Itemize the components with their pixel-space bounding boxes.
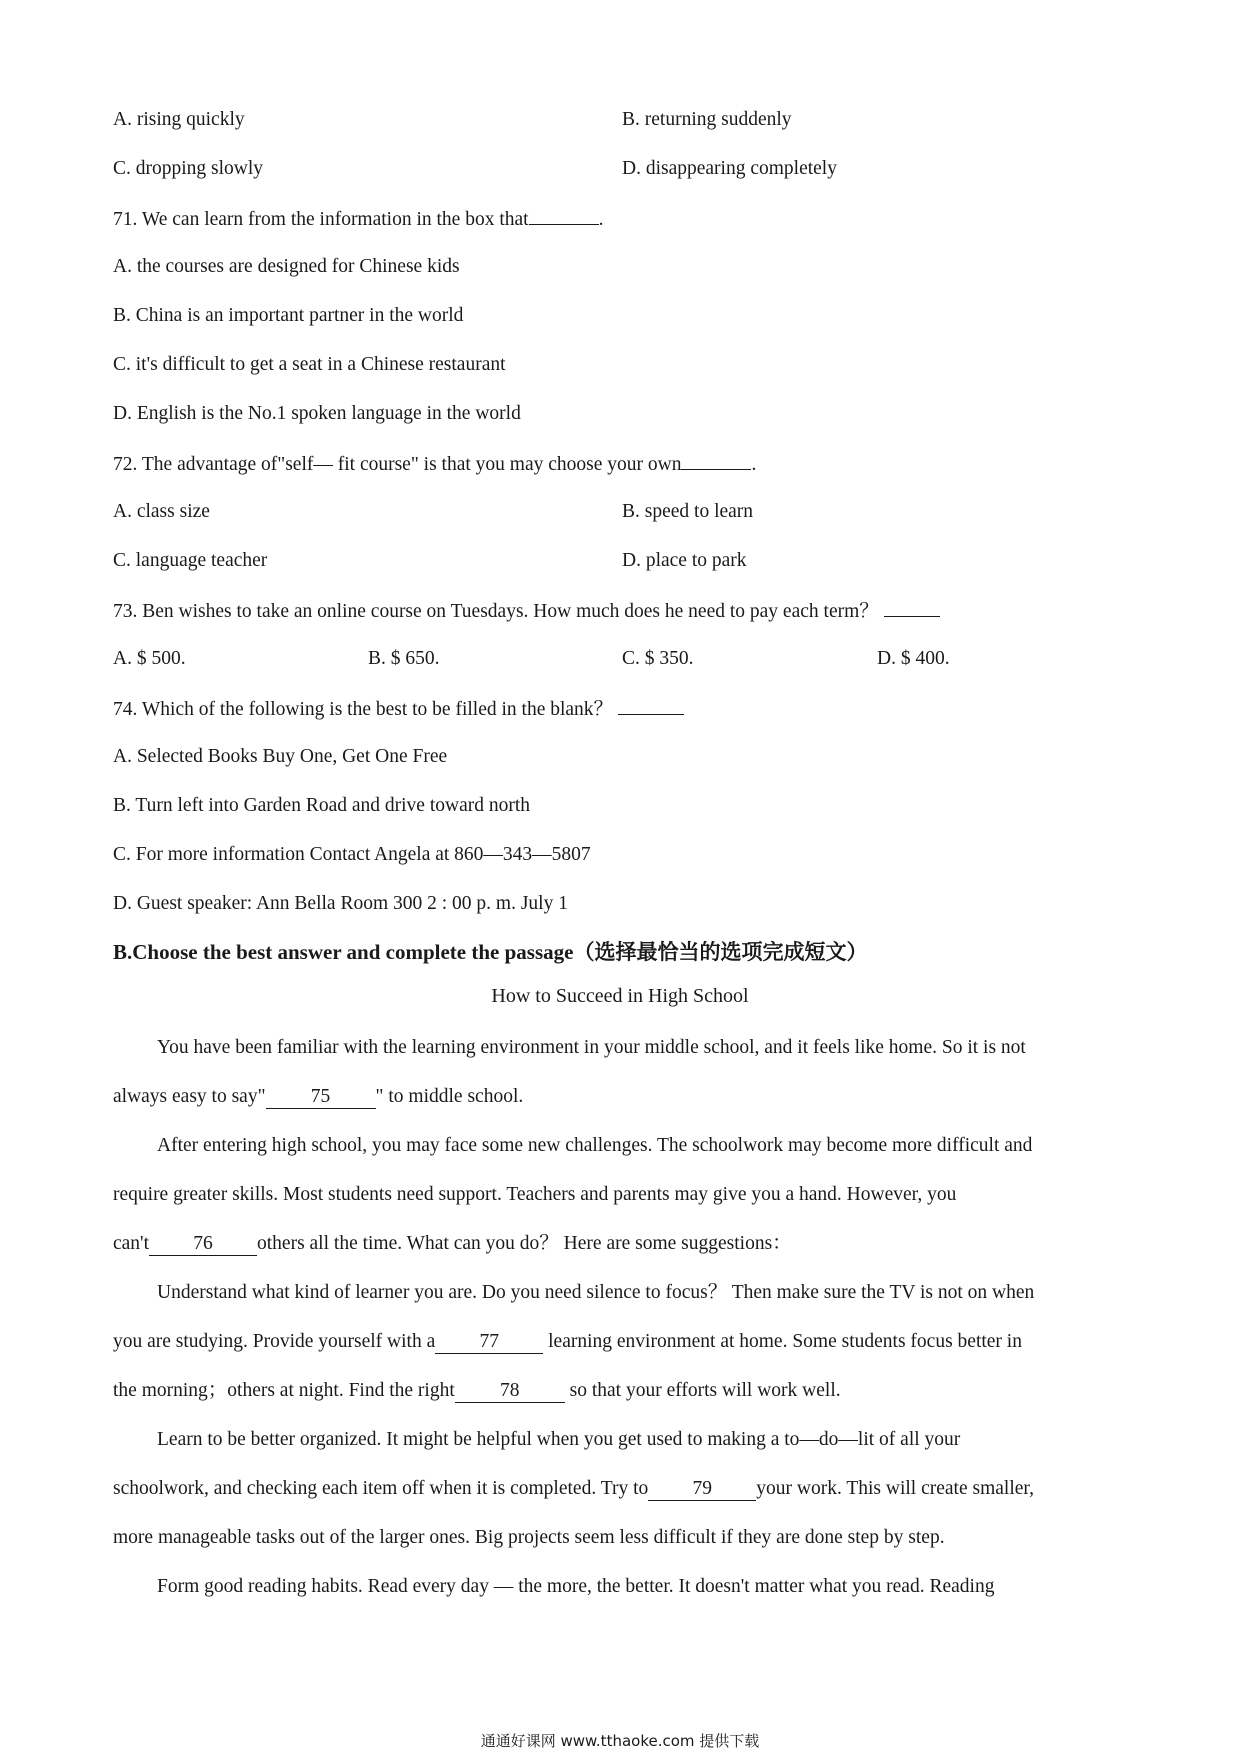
passage-text: others all the time. What can you do？ Here are some suggestions： — [257, 1233, 792, 1254]
q73-option-c: C. $ 350. — [622, 648, 694, 669]
q70-option-d: D. disappearing completely — [622, 158, 837, 179]
section-b-heading: B.Choose the best answer and complete the passage（选择最恰当的选项完成短文） — [113, 940, 868, 964]
passage-text: can't — [113, 1233, 149, 1254]
passage-line — [113, 1378, 841, 1404]
passage-text: schoolwork, and checking each item off when it is completed. Try to — [113, 1478, 649, 1499]
q73-option-b: B. $ 650. — [368, 648, 440, 669]
q70-option-a: A. rising quickly — [113, 109, 245, 130]
passage-line — [113, 1231, 792, 1257]
q72-option-b: B. speed to learn — [622, 501, 754, 522]
q72-option-c: C. language teacher — [113, 550, 268, 571]
blank-79: 79 — [648, 1478, 756, 1501]
passage-line: require greater skills. Most students need support. Teachers and parents may give you a hand. However, you — [113, 1184, 957, 1205]
passage-text: learning environment at home. Some students focus better in — [548, 1331, 1022, 1352]
q73-stem-line — [113, 597, 940, 625]
passage-text: always easy to say" — [113, 1086, 266, 1107]
q70-option-b: B. returning suddenly — [622, 109, 792, 130]
page-footer: 通通好课网 www.tthaoke.com 提供下载 — [480, 1732, 760, 1750]
q73-option-d: D. $ 400. — [877, 648, 950, 669]
q72-stem: 72. The advantage of"self— fit course" is that you may choose your own — [113, 454, 682, 475]
passage-line: You have been familiar with the learning environment in your middle school, and it feels like home. So it is not — [157, 1037, 1026, 1058]
passage-line: Form good reading habits. Read every day — the more, the better. It doesn't matter what you read. Reading — [157, 1576, 995, 1597]
q71-answer-blank — [529, 205, 599, 225]
q71-stem: 71. We can learn from the information in the box that — [113, 209, 529, 230]
passage-text: " to middle school. — [375, 1086, 524, 1107]
q71-stem-line: 71. We can learn from the information in the box that . — [113, 205, 603, 233]
q71-option-a: A. the courses are designed for Chinese kids — [113, 256, 460, 277]
passage-line — [113, 1084, 523, 1110]
q71-option-d: D. English is the No.1 spoken language in the world — [113, 403, 521, 424]
q74-stem: 74. Which of the following is the best to be filled in the blank？ — [113, 699, 614, 720]
q72-option-a: A. class size — [113, 501, 210, 522]
blank-76: 76 — [149, 1233, 257, 1256]
q73-answer-blank — [884, 597, 940, 617]
q74-option-b: B. Turn left into Garden Road and drive toward north — [113, 795, 531, 816]
passage-text: your work. This will create smaller, — [756, 1478, 1034, 1499]
passage-title: How to Succeed in High School — [491, 985, 749, 1007]
passage-text: you are studying. Provide yourself with a — [113, 1331, 436, 1352]
q74-option-c: C. For more information Contact Angela at 860—343—5807 — [113, 844, 591, 865]
q72-stem-line: 72. The advantage of"self— fit course" is that you may choose your own . — [113, 450, 756, 478]
passage-line — [113, 1329, 1022, 1355]
passage-line: Understand what kind of learner you are. Do you need silence to focus？ Then make sure the TV is not on when — [157, 1282, 1035, 1303]
passage-line — [113, 1476, 1034, 1502]
passage-line: more manageable tasks out of the larger ones. Big projects seem less difficult if they are done step by step. — [113, 1527, 945, 1548]
passage-text: the morning；others at night. Find the right — [113, 1380, 455, 1401]
q72-answer-blank — [681, 450, 751, 470]
q70-option-c: C. dropping slowly — [113, 158, 264, 179]
q72-option-d: D. place to park — [622, 550, 747, 571]
blank-77: 77 — [435, 1331, 543, 1354]
blank-78: 78 — [455, 1380, 565, 1403]
passage-line: Learn to be better organized. It might be helpful when you get used to making a to—do—lit of all your — [157, 1429, 961, 1450]
q73-stem: 73. Ben wishes to take an online course on Tuesdays. How much does he need to pay each term？ — [113, 601, 879, 622]
q71-option-c: C. it's difficult to get a seat in a Chinese restaurant — [113, 354, 506, 375]
passage-text: so that your efforts will work well. — [569, 1380, 841, 1401]
passage-line: After entering high school, you may face some new challenges. The schoolwork may become more difficult and — [157, 1135, 1033, 1156]
q71-option-b: B. China is an important partner in the world — [113, 305, 464, 326]
q74-answer-blank — [618, 695, 684, 715]
q74-stem-line — [113, 695, 684, 723]
blank-75: 75 — [266, 1086, 376, 1109]
q74-option-a: A. Selected Books Buy One, Get One Free — [113, 746, 448, 767]
q73-option-a: A. $ 500. — [113, 648, 186, 669]
q74-option-d: D. Guest speaker: Ann Bella Room 300 2 : 00 p. m. July 1 — [113, 893, 568, 914]
